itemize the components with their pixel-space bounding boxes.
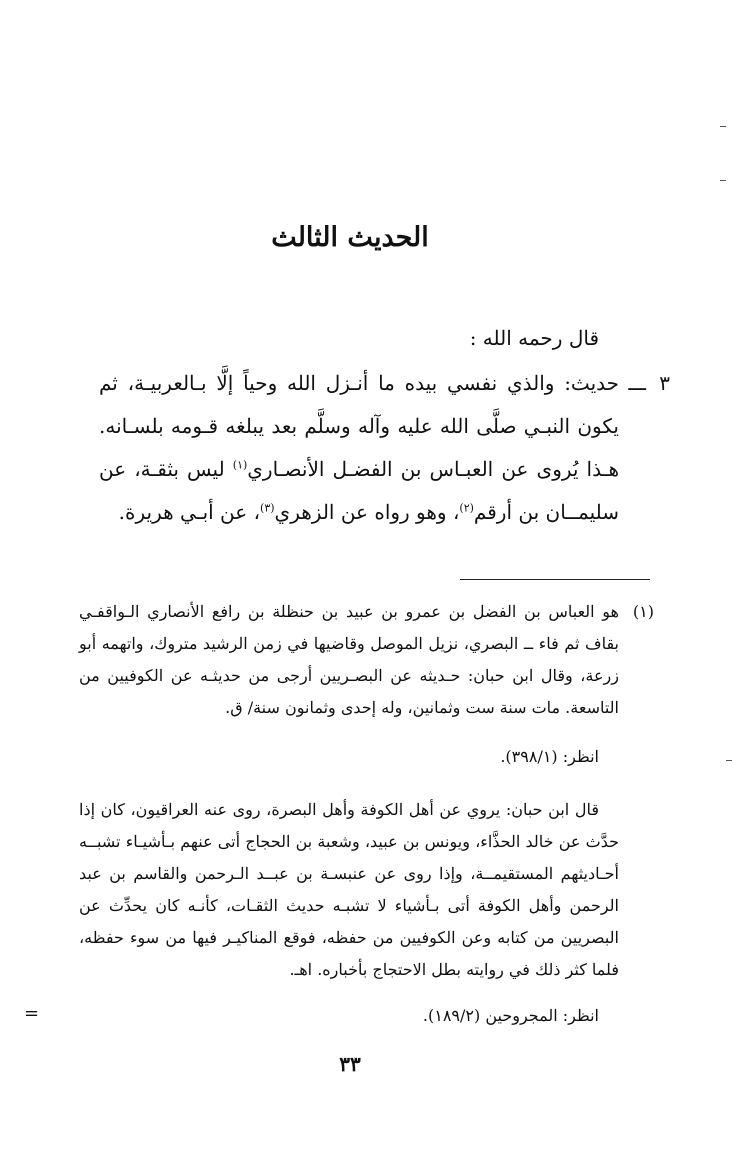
footnote-text: هو العباس بن الفضل بن عمرو بن عبيد بن حنظلة بن رافع الأنصاري الـواقفـي بقاف ثم فاء ــ البصري، نزيل الموصل وقاضيها في زمن الرشيد متروك، واتهمه أبو زرعة، وقال ابن حبان: حـديثه عن البصـريين أرجى من حديثـه عن الكوفيين من التاسعة. مات سنة ست وثمانين، وله إحدى وثمانون سنة/ ق. xyxy=(79,602,619,717)
footnote-reference-2: انظر: المجروحين (١٨٩/٢). xyxy=(422,1006,599,1025)
footnote-separator xyxy=(460,579,650,580)
footnote-number: (١) xyxy=(632,602,654,621)
margin-tick xyxy=(720,126,726,127)
hadith-text-part: ، عن أبـي هريرة. xyxy=(118,500,261,524)
margin-tick xyxy=(720,180,726,181)
hadith-text-part: ليس بثقـة، عن سليمــان بن أرقم xyxy=(99,457,619,524)
footnote-ref-2: (٢) xyxy=(459,501,474,515)
margin-tick xyxy=(726,760,732,761)
margin-equals-mark: = xyxy=(24,1003,40,1024)
hadith-dash: ـــ xyxy=(628,371,646,395)
footnote-ref-1: (١) xyxy=(232,458,248,472)
hadith-text xyxy=(99,362,619,534)
footnote-ref-3: (٣) xyxy=(260,501,275,515)
quote-paragraph: قال ابن حبان: يروي عن أهل الكوفة وأهل البصرة، روى عنه العراقيون، كان إذا حدَّث عن خالد الحذَّاء، ويونس بن عبيد، وشعبة بن الحجاج أتى عنهم بـأشيـاء تشبــه أحـاديثهم المستقيمــة، وإذا روى عن عنبسـة بن عبــد الـرحمن والقاسم بن عبد الرحمن وأهل الكوفة أتى بـأشياء لا تشبـه حديث الثقـات، كأنـه كان يحدِّث عن البصريين من كتابه وعن الكوفيين من حفظه، فوقع المناكيـر فيها من سوء حفظه، فلما كثر ذلك في روايته بطل الاحتجاج بأخباره. اهـ. xyxy=(79,800,619,979)
footnote-reference: انظر: (٣٩٨/١). xyxy=(500,747,599,766)
hadith-text-part: حديث: والذي نفسي بيده ما أنـزل الله وحياً إلَّا بـالعربيـة، ثم يكون النبـي صلَّى الله عليه وآله وسلَّم بعد يبلغه قـومه بلسـانه. هـذا يُروى عن العبـاس بن الفضـل الأنصـاري xyxy=(99,371,619,481)
hadith-text-part: ، وهو رواه عن الزهري xyxy=(274,500,460,524)
chapter-title: الحديث الثالث xyxy=(271,222,429,253)
hadith-number: ٣ xyxy=(659,371,670,395)
intro-line: قال رحمه الله : xyxy=(469,326,599,350)
page-number: ٣٣ xyxy=(339,1052,361,1076)
footnote-quote xyxy=(79,794,619,986)
